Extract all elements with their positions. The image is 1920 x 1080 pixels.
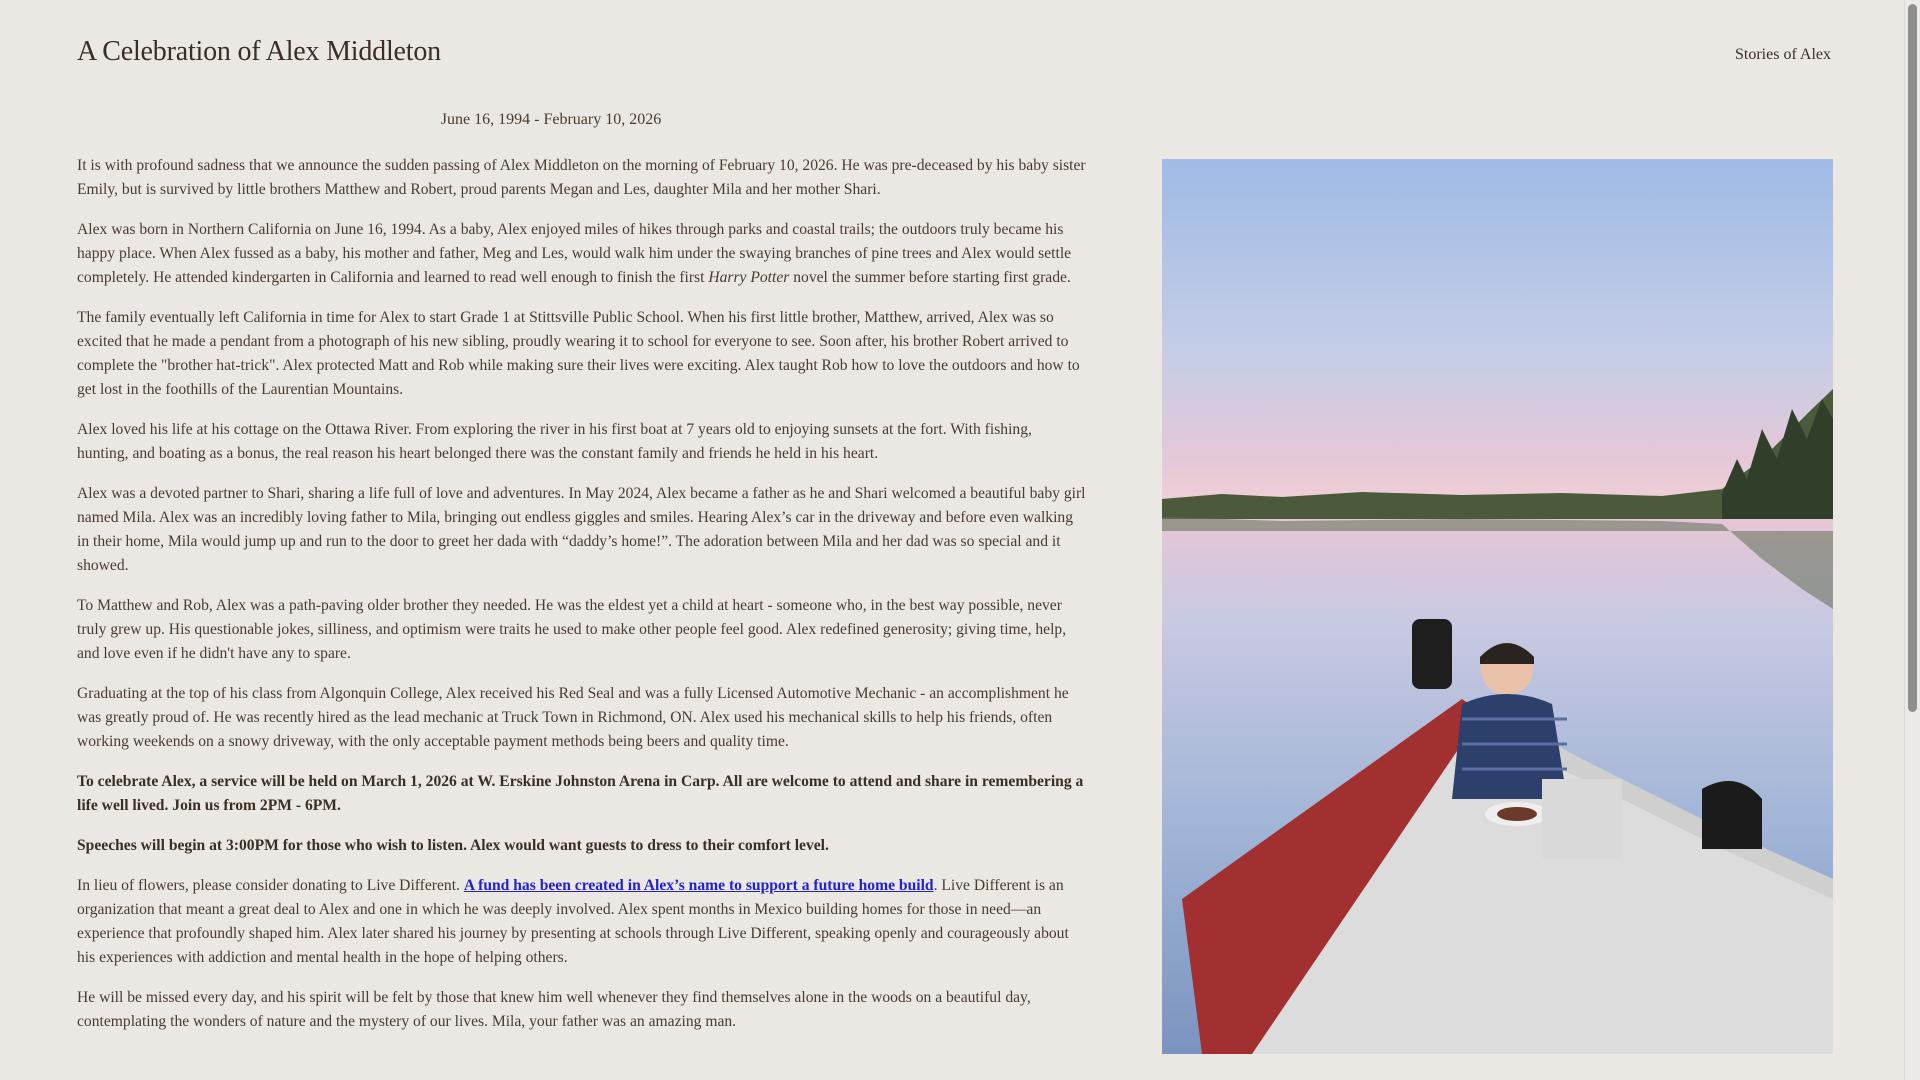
paragraph — [77, 218, 1087, 290]
paragraph: To Matthew and Rob, Alex was a path-paving older brother they needed. He was the eldest yet a child at heart - someone who, in the best way possible, never truly grew up. His questionable jokes, silliness, and optimism were traits he used to make other people feel good. Alex redefined generosity; giving time, help, and love even if he didn't have any to spare. — [77, 597, 1067, 662]
donation-link[interactable]: A fund has been created in Alex’s name to support a future home build — [463, 877, 934, 894]
life-dates: June 16, 1994 - February 10, 2026 — [440, 111, 662, 128]
text-run: In lieu of flowers, please consider donating to Live Different. — [77, 877, 464, 894]
memorial-photo — [1162, 159, 1833, 1054]
paragraph: Alex was a devoted partner to Shari, sharing a life full of love and adventures. In May 2024, Alex became a father as he and Shari welcomed a beautiful baby girl named Mila. Alex was an incredibly loving father to Mila, bringing out endless giggles and smiles. Hearing Alex’s car in the driveway and before even walking in their home, Mila would jump up and run to the door to greet her dada with “daddy’s home!”. The adoration between Mila and her dad was so special and it showed. — [77, 485, 1086, 574]
paragraph: Graduating at the top of his class from Algonquin College, Alex received his Red Seal and was a fully Licensed Automotive Mechanic - an accomplishment he was greatly proud of. He was recently hired as the lead mechanic at Truck Town in Richmond, ON. Alex used his mechanical skills to help his friends, often working weekends on a snowy driveway, with the only acceptable payment methods being beers and quality time. — [77, 685, 1069, 750]
text-run: . Live Different is an organization that meant a great deal to Alex and one in which he was deeply involved. Alex spent months in Mexico building homes for those in need—an experience that profoundly shaped him. Alex later shared his journey by presenting at schools through Live Different, speaking openly and courageously about his experiences with addiction and mental health in the hope of helping others. — [77, 877, 1069, 966]
service-details: To celebrate Alex, a service will be held on March 1, 2026 at W. Erskine Johnston Arena in Carp. All are welcome to attend and share in remembering a life well lived. Join us from 2PM - 6PM. — [77, 773, 1084, 814]
vertical-scrollbar[interactable] — [1904, 0, 1920, 1080]
paragraph: The family eventually left California in time for Alex to start Grade 1 at Stittsville Public School. When his first little brother, Matthew, arrived, Alex was so excited that he made a pendant from a photograph of his new sibling, proudly wearing it to school for everyone to see. Soon after, his brother Robert arrived to complete the "brother hat-trick". Alex protected Matt and Rob while making sure their lives were exciting. Alex taught Rob how to love the outdoors and how to get lost in the foothills of the Laurentian Mountains. — [77, 309, 1080, 398]
nav-link-stories[interactable]: Stories of Alex — [1735, 46, 1831, 63]
book-title: Harry Potter — [708, 269, 790, 286]
paragraph — [77, 874, 1087, 970]
text-run: novel the summer before starting first grade. — [789, 269, 1071, 286]
header — [77, 36, 1831, 76]
text-run: Alex was born in Northern California on June 16, 1994. As a baby, Alex enjoyed miles of hikes through parks and coastal trails; the outdoors truly became his happy place. When Alex fussed as a baby, his mother and father, Meg and Les, would walk him under the swaying branches of pine trees and Alex would settle completely. He attended kindergarten in California and learned to read well enough to finish the first — [77, 221, 1072, 286]
obituary-text — [77, 154, 1087, 1050]
paragraph: He will be missed every day, and his spirit will be felt by those that knew him well whenever they find themselves alone in the woods on a beautiful day, contemplating the wonders of nature and the mystery of our lives. Mila, your father was an amazing man. — [77, 989, 1031, 1030]
scrollbar-thumb[interactable] — [1908, 4, 1917, 712]
speeches-details: Speeches will begin at 3:00PM for those who wish to listen. Alex would want guests to dress to their comfort level. — [77, 837, 829, 854]
paragraph: Alex loved his life at his cottage on the Ottawa River. From exploring the river in his first boat at 7 years old to enjoying sunsets at the fort. With fishing, hunting, and boating as a bonus, the real reason his heart belonged there was the constant family and friends he held in his heart. — [77, 421, 1032, 462]
boat-on-lake-image — [1162, 159, 1833, 1054]
site-title: A Celebration of Alex Middleton — [77, 36, 441, 67]
paragraph: It is with profound sadness that we announce the sudden passing of Alex Middleton on the morning of February 10, 2026. He was pre-deceased by his baby sister Emily, but is survived by little brothers Matthew and Robert, proud parents Megan and Les, daughter Mila and her mother Shari. — [77, 157, 1086, 198]
